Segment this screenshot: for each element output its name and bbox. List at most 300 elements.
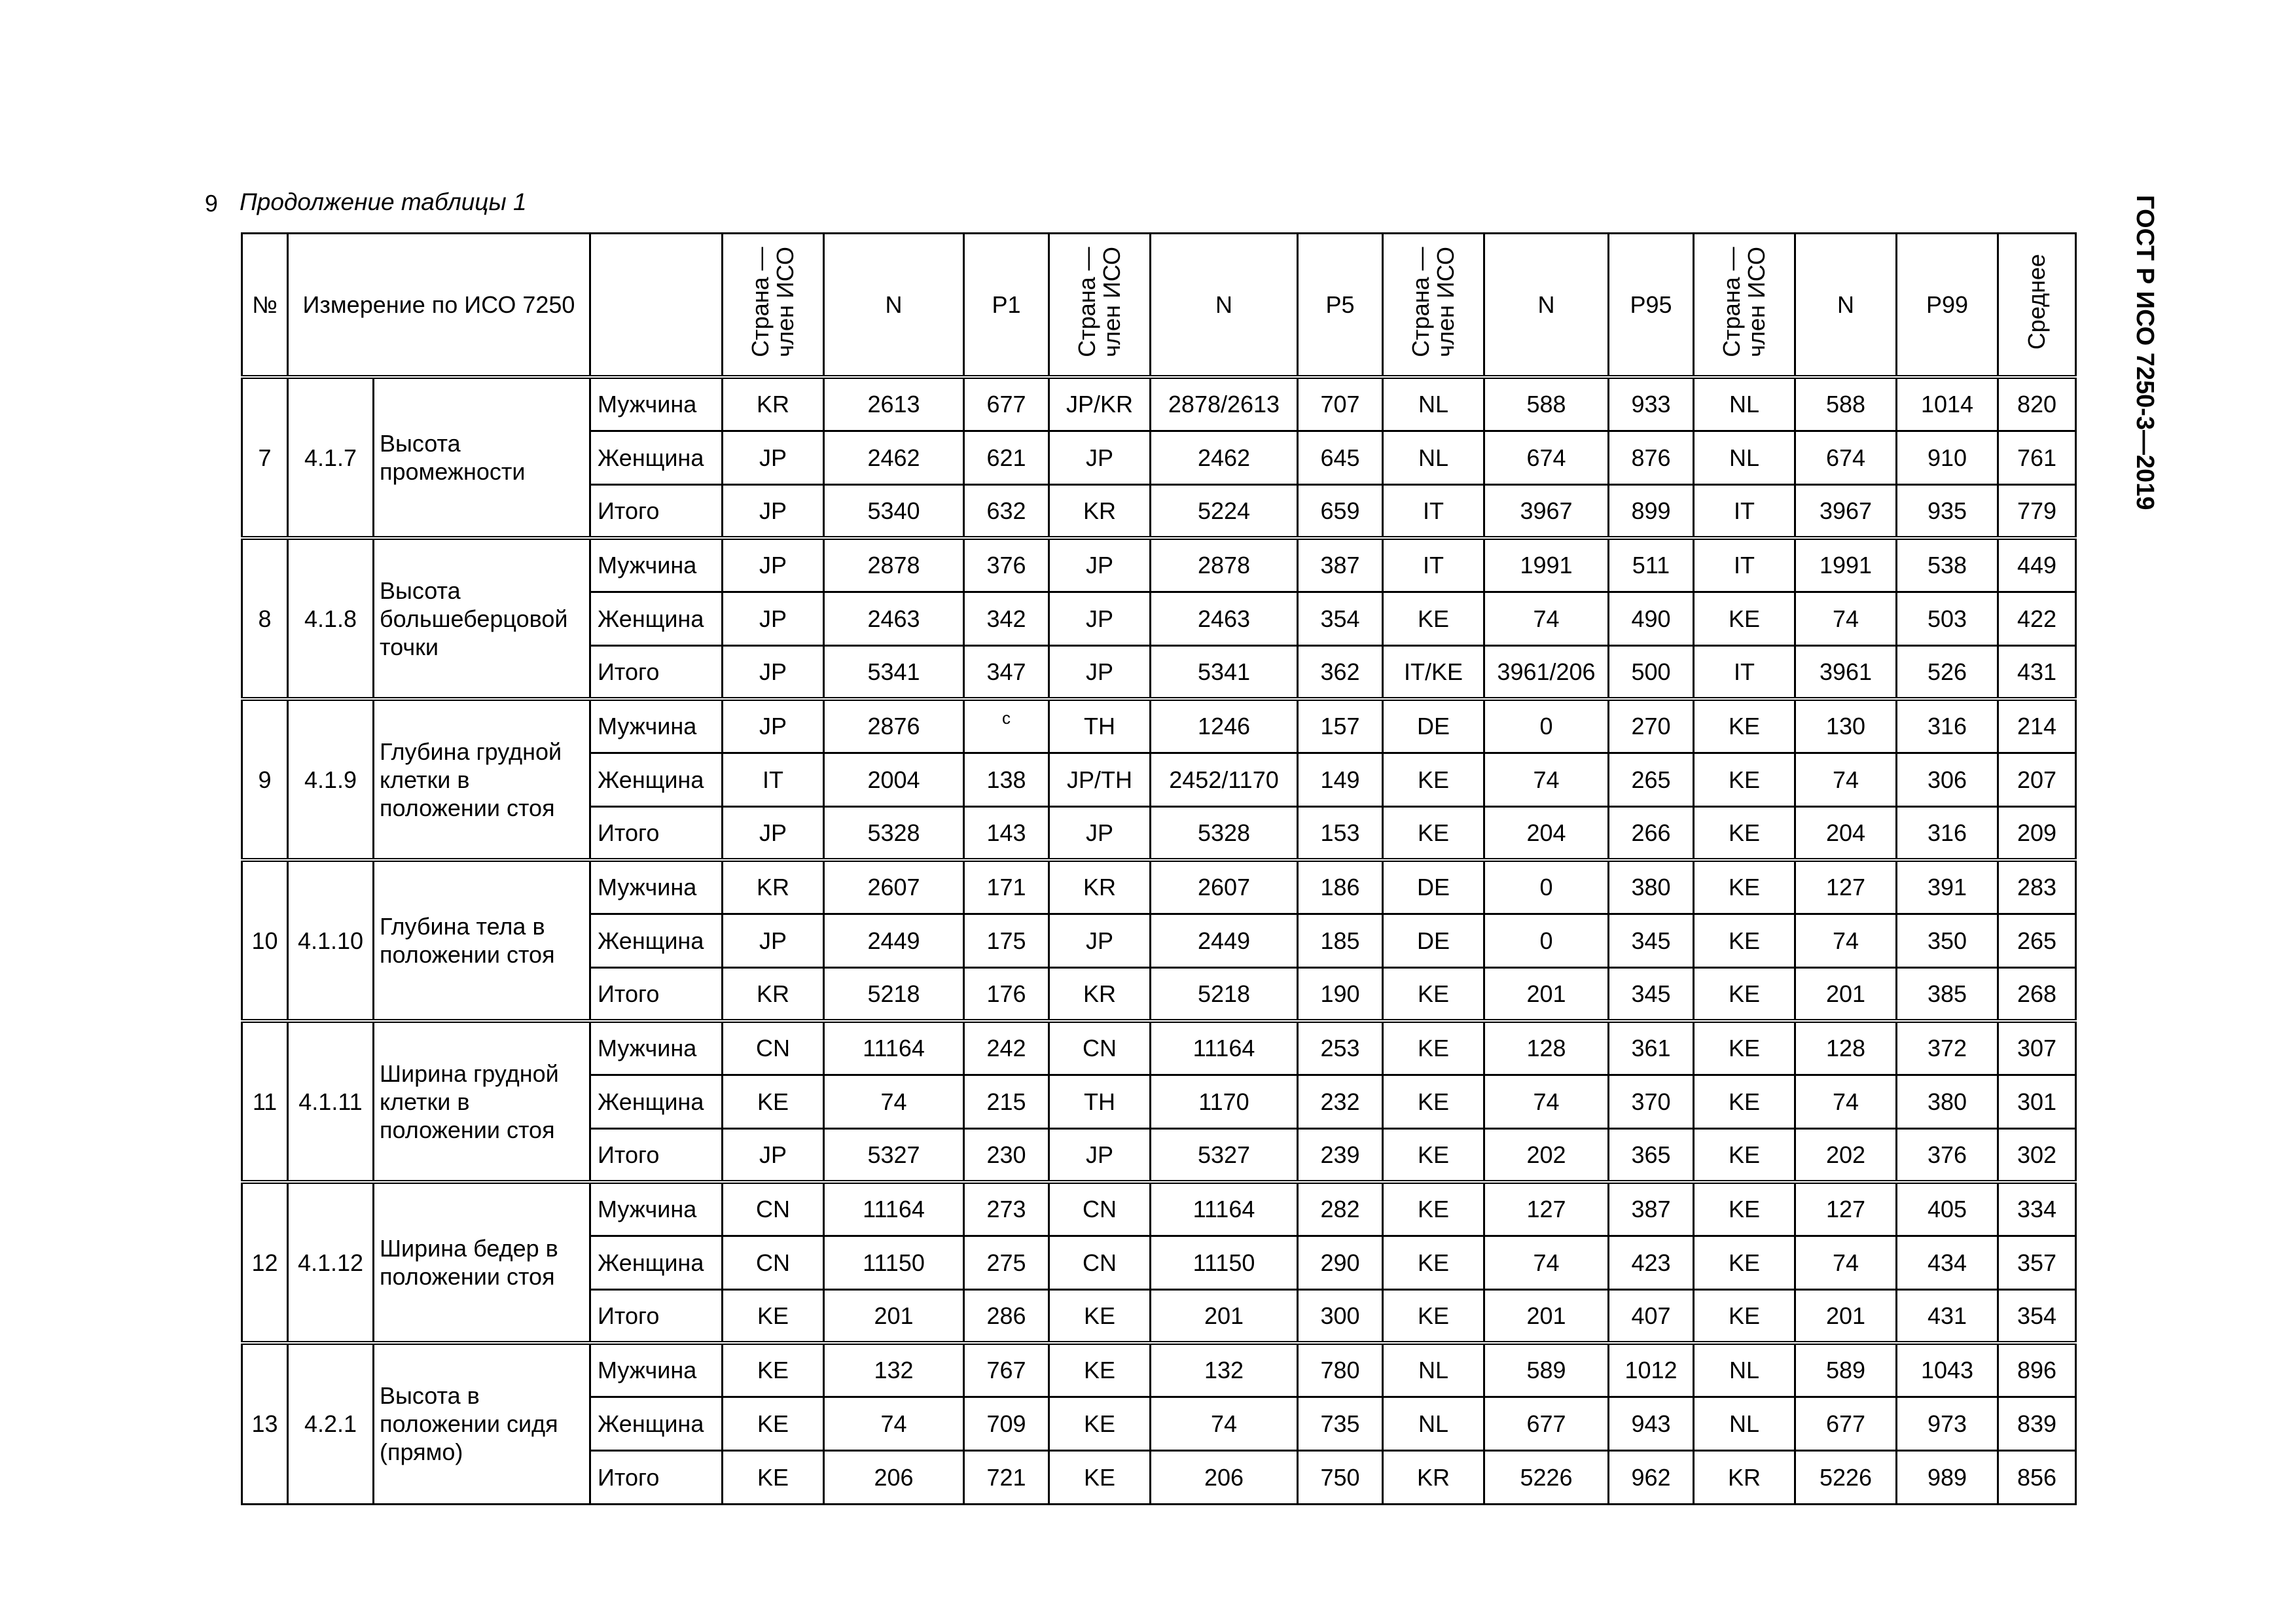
sex-cell: Итого	[590, 484, 723, 538]
p95-cell: 423	[1609, 1236, 1694, 1289]
n-p5-cell: 5224	[1151, 484, 1298, 538]
n-p5-cell: 5327	[1151, 1128, 1298, 1182]
country-p1-cell: CN	[723, 1182, 824, 1236]
country-p5-cell: KR	[1049, 860, 1151, 914]
country-p5-cell: KE	[1049, 1450, 1151, 1504]
n-p5-cell: 2607	[1151, 860, 1298, 914]
p95-cell: 1012	[1609, 1343, 1694, 1397]
sex-cell: Итого	[590, 967, 723, 1021]
p95-cell: 380	[1609, 860, 1694, 914]
n-p1-cell: 2878	[824, 538, 964, 592]
n-p99-cell: 74	[1795, 914, 1897, 967]
p95-cell: 365	[1609, 1128, 1694, 1182]
country-p5-cell: JP/TH	[1049, 753, 1151, 806]
p99-cell: 973	[1897, 1397, 1998, 1450]
n-p99-cell: 130	[1795, 699, 1897, 753]
p99-cell: 391	[1897, 860, 1998, 914]
header-mean	[1998, 234, 2076, 378]
n-p99-cell: 5226	[1795, 1450, 1897, 1504]
sex-cell: Итого	[590, 1450, 723, 1504]
n-p99-cell: 127	[1795, 860, 1897, 914]
sex-cell: Мужчина	[590, 377, 723, 431]
p5-cell: 354	[1298, 592, 1383, 645]
country-p95-cell: KE	[1383, 1021, 1484, 1075]
p99-cell: 526	[1897, 645, 1998, 699]
country-p5-cell: JP	[1049, 431, 1151, 484]
n-p95-cell: 3961/206	[1484, 645, 1609, 699]
n-p95-cell: 5226	[1484, 1450, 1609, 1504]
country-p99-cell: NL	[1694, 1397, 1795, 1450]
n-p5-cell: 11164	[1151, 1021, 1298, 1075]
p5-cell: 290	[1298, 1236, 1383, 1289]
country-p1-cell: CN	[723, 1236, 824, 1289]
mean-cell: 207	[1998, 753, 2076, 806]
country-p1-cell: KE	[723, 1397, 824, 1450]
n-p5-cell: 206	[1151, 1450, 1298, 1504]
p99-cell: 935	[1897, 484, 1998, 538]
p95-cell: 500	[1609, 645, 1694, 699]
country-p99-cell: KE	[1694, 753, 1795, 806]
p1-cell: 275	[964, 1236, 1049, 1289]
n-p99-cell: 3961	[1795, 645, 1897, 699]
p95-cell: 387	[1609, 1182, 1694, 1236]
sex-cell: Женщина	[590, 1397, 723, 1450]
p5-cell: 659	[1298, 484, 1383, 538]
p1-cell: 347	[964, 645, 1049, 699]
p99-cell: 431	[1897, 1289, 1998, 1343]
n-p1-cell: 11164	[824, 1182, 964, 1236]
measure-name: Ширина грудной клетки в положении стоя	[374, 1021, 590, 1182]
p5-cell: 387	[1298, 538, 1383, 592]
p1-cell: 767	[964, 1343, 1049, 1397]
p1-cell: 143	[964, 806, 1049, 860]
country-p95-cell: IT	[1383, 538, 1484, 592]
n-p95-cell: 128	[1484, 1021, 1609, 1075]
p95-cell: 943	[1609, 1397, 1694, 1450]
n-p95-cell: 0	[1484, 914, 1609, 967]
measure-code: 4.1.9	[288, 699, 374, 860]
n-p1-cell: 74	[824, 1397, 964, 1450]
p1-cell: 721	[964, 1450, 1049, 1504]
mean-cell: 820	[1998, 377, 2076, 431]
country-p1-cell: JP	[723, 431, 824, 484]
p95-cell: 345	[1609, 967, 1694, 1021]
country-p95-cell: IT/KE	[1383, 645, 1484, 699]
n-p1-cell: 2613	[824, 377, 964, 431]
p95-cell: 899	[1609, 484, 1694, 538]
table-row	[242, 699, 2076, 753]
n-p5-cell: 5328	[1151, 806, 1298, 860]
table-body	[242, 377, 2076, 1504]
n-p1-cell: 11150	[824, 1236, 964, 1289]
country-p5-cell: CN	[1049, 1021, 1151, 1075]
n-p95-cell: 201	[1484, 967, 1609, 1021]
n-p1-cell: 5341	[824, 645, 964, 699]
header-p5: P5	[1298, 234, 1383, 378]
n-p99-cell: 588	[1795, 377, 1897, 431]
n-p99-cell: 674	[1795, 431, 1897, 484]
n-p95-cell: 1991	[1484, 538, 1609, 592]
p99-cell: 372	[1897, 1021, 1998, 1075]
mean-cell: 896	[1998, 1343, 2076, 1397]
p1-cell: 176	[964, 967, 1049, 1021]
p5-cell: 153	[1298, 806, 1383, 860]
n-p1-cell: 5327	[824, 1128, 964, 1182]
n-p5-cell: 201	[1151, 1289, 1298, 1343]
n-p95-cell: 202	[1484, 1128, 1609, 1182]
n-p99-cell: 201	[1795, 1289, 1897, 1343]
measure-name: Высота в положении сидя (прямо)	[374, 1343, 590, 1504]
p5-cell: 362	[1298, 645, 1383, 699]
p1-cell: 230	[964, 1128, 1049, 1182]
measure-code: 4.1.12	[288, 1182, 374, 1343]
n-p5-cell: 74	[1151, 1397, 1298, 1450]
n-p5-cell: 2449	[1151, 914, 1298, 967]
country-p1-cell: CN	[723, 1021, 824, 1075]
n-p95-cell: 0	[1484, 699, 1609, 753]
country-p5-cell: TH	[1049, 699, 1151, 753]
p5-cell: 282	[1298, 1182, 1383, 1236]
header-p95: P95	[1609, 234, 1694, 378]
n-p1-cell: 11164	[824, 1021, 964, 1075]
p5-cell: 232	[1298, 1075, 1383, 1128]
n-p1-cell: 5218	[824, 967, 964, 1021]
n-p99-cell: 74	[1795, 1075, 1897, 1128]
country-p95-cell: NL	[1383, 1343, 1484, 1397]
p95-cell: 876	[1609, 431, 1694, 484]
country-p99-cell: KE	[1694, 1236, 1795, 1289]
p99-cell: 503	[1897, 592, 1998, 645]
p95-cell: 265	[1609, 753, 1694, 806]
n-p5-cell: 1246	[1151, 699, 1298, 753]
p99-cell: 380	[1897, 1075, 1998, 1128]
n-p99-cell: 74	[1795, 753, 1897, 806]
country-p5-cell: KE	[1049, 1343, 1151, 1397]
p99-cell: 306	[1897, 753, 1998, 806]
p95-cell: 266	[1609, 806, 1694, 860]
mean-cell: 449	[1998, 538, 2076, 592]
country-p95-cell: NL	[1383, 431, 1484, 484]
p1-cell: 273	[964, 1182, 1049, 1236]
n-p95-cell: 3967	[1484, 484, 1609, 538]
country-p95-cell: KE	[1383, 806, 1484, 860]
country-p5-cell: JP	[1049, 806, 1151, 860]
mean-cell: 761	[1998, 431, 2076, 484]
n-p95-cell: 74	[1484, 753, 1609, 806]
measure-name: Высота большеберцовой точки	[374, 538, 590, 699]
country-p99-cell: KE	[1694, 1182, 1795, 1236]
p99-cell: 316	[1897, 806, 1998, 860]
country-p1-cell: JP	[723, 484, 824, 538]
country-p5-cell: KE	[1049, 1397, 1151, 1450]
table-row	[242, 860, 2076, 914]
n-p95-cell: 201	[1484, 1289, 1609, 1343]
sex-cell: Мужчина	[590, 1021, 723, 1075]
p99-cell: 538	[1897, 538, 1998, 592]
mean-cell: 354	[1998, 1289, 2076, 1343]
n-p5-cell: 1170	[1151, 1075, 1298, 1128]
country-p99-cell: NL	[1694, 377, 1795, 431]
sex-cell: Итого	[590, 645, 723, 699]
country-p99-cell: KE	[1694, 914, 1795, 967]
n-p99-cell: 589	[1795, 1343, 1897, 1397]
n-p95-cell: 674	[1484, 431, 1609, 484]
sex-cell: Мужчина	[590, 699, 723, 753]
p1-cell: 376	[964, 538, 1049, 592]
mean-cell: 302	[1998, 1128, 2076, 1182]
p1-cell: 621	[964, 431, 1049, 484]
sex-cell: Женщина	[590, 1075, 723, 1128]
p5-cell: 239	[1298, 1128, 1383, 1182]
country-p5-cell: JP	[1049, 592, 1151, 645]
country-p1-cell: JP	[723, 806, 824, 860]
mean-cell: 268	[1998, 967, 2076, 1021]
n-p99-cell: 128	[1795, 1021, 1897, 1075]
p1-cell: 286	[964, 1289, 1049, 1343]
n-p99-cell: 201	[1795, 967, 1897, 1021]
n-p1-cell: 132	[824, 1343, 964, 1397]
country-p1-cell: KE	[723, 1343, 824, 1397]
country-p95-cell: DE	[1383, 860, 1484, 914]
sex-cell: Мужчина	[590, 538, 723, 592]
p5-cell: 186	[1298, 860, 1383, 914]
country-p1-cell: KR	[723, 860, 824, 914]
n-p95-cell: 204	[1484, 806, 1609, 860]
p99-cell: 1043	[1897, 1343, 1998, 1397]
n-p95-cell: 74	[1484, 1236, 1609, 1289]
country-p5-cell: KR	[1049, 484, 1151, 538]
n-p5-cell: 2452/1170	[1151, 753, 1298, 806]
p95-cell: 490	[1609, 592, 1694, 645]
measure-code: 4.1.11	[288, 1021, 374, 1182]
measure-number: 13	[242, 1343, 288, 1504]
n-p5-cell: 2878	[1151, 538, 1298, 592]
mean-cell: 431	[1998, 645, 2076, 699]
sex-cell: Итого	[590, 1128, 723, 1182]
n-p95-cell: 127	[1484, 1182, 1609, 1236]
n-p1-cell: 2463	[824, 592, 964, 645]
p95-cell: 962	[1609, 1450, 1694, 1504]
measure-code: 4.1.8	[288, 538, 374, 699]
country-p95-cell: KE	[1383, 1182, 1484, 1236]
country-p99-cell: KE	[1694, 1021, 1795, 1075]
country-p95-cell: KE	[1383, 1236, 1484, 1289]
n-p5-cell: 11150	[1151, 1236, 1298, 1289]
p5-cell: 645	[1298, 431, 1383, 484]
country-p1-cell: JP	[723, 1128, 824, 1182]
country-p99-cell: NL	[1694, 1343, 1795, 1397]
country-p1-cell: JP	[723, 914, 824, 967]
mean-cell: 214	[1998, 699, 2076, 753]
p1-cell: 138	[964, 753, 1049, 806]
p95-cell: 407	[1609, 1289, 1694, 1343]
country-p1-cell: IT	[723, 753, 824, 806]
p99-cell: 434	[1897, 1236, 1998, 1289]
header-n-p95: N	[1484, 234, 1609, 378]
n-p5-cell: 132	[1151, 1343, 1298, 1397]
p99-cell: 910	[1897, 431, 1998, 484]
sex-cell: Итого	[590, 1289, 723, 1343]
p1-cell: 175	[964, 914, 1049, 967]
p99-cell: 316	[1897, 699, 1998, 753]
header-measurement: Измерение по ИСО 7250	[288, 234, 590, 378]
mean-cell: 357	[1998, 1236, 2076, 1289]
p95-cell: 361	[1609, 1021, 1694, 1075]
country-p99-cell: KE	[1694, 1289, 1795, 1343]
n-p1-cell: 2876	[824, 699, 964, 753]
n-p95-cell: 588	[1484, 377, 1609, 431]
p1-cell: 171	[964, 860, 1049, 914]
document-designation: ГОСТ Р ИСО 7250-3—2019	[2131, 195, 2159, 510]
p5-cell: 149	[1298, 753, 1383, 806]
country-p5-cell: TH	[1049, 1075, 1151, 1128]
mean-cell: 209	[1998, 806, 2076, 860]
p5-cell: 735	[1298, 1397, 1383, 1450]
header-country-p99	[1694, 234, 1795, 378]
measure-name: Глубина грудной клетки в положении стоя	[374, 699, 590, 860]
measure-code: 4.1.7	[288, 377, 374, 538]
n-p1-cell: 5328	[824, 806, 964, 860]
measure-number: 10	[242, 860, 288, 1021]
country-p1-cell: JP	[723, 645, 824, 699]
country-p5-cell: KR	[1049, 967, 1151, 1021]
measure-name: Глубина тела в положении стоя	[374, 860, 590, 1021]
country-p1-cell: KR	[723, 967, 824, 1021]
country-p99-cell: KE	[1694, 1075, 1795, 1128]
n-p99-cell: 204	[1795, 806, 1897, 860]
header-p99: P99	[1897, 234, 1998, 378]
p1-cell: 242	[964, 1021, 1049, 1075]
sex-cell: Мужчина	[590, 1343, 723, 1397]
country-p1-cell: KE	[723, 1075, 824, 1128]
country-p99-cell: IT	[1694, 538, 1795, 592]
p5-cell: 157	[1298, 699, 1383, 753]
n-p99-cell: 127	[1795, 1182, 1897, 1236]
n-p95-cell: 0	[1484, 860, 1609, 914]
p1-cell: 709	[964, 1397, 1049, 1450]
country-p99-cell: KE	[1694, 967, 1795, 1021]
table-row	[242, 1021, 2076, 1075]
country-p1-cell: JP	[723, 699, 824, 753]
anthropometric-table	[241, 232, 2077, 1505]
country-p95-cell: DE	[1383, 699, 1484, 753]
mean-cell: 307	[1998, 1021, 2076, 1075]
table-row	[242, 538, 2076, 592]
header-country-p5-label: Страна — член ИСО	[1073, 246, 1125, 357]
n-p99-cell: 74	[1795, 1236, 1897, 1289]
n-p5-cell: 5341	[1151, 645, 1298, 699]
country-p5-cell: JP	[1049, 538, 1151, 592]
country-p1-cell: JP	[723, 592, 824, 645]
n-p5-cell: 2462	[1151, 431, 1298, 484]
header-country-p1-label: Страна — член ИСО	[747, 246, 798, 357]
p5-cell: 780	[1298, 1343, 1383, 1397]
n-p99-cell: 74	[1795, 592, 1897, 645]
n-p5-cell: 2463	[1151, 592, 1298, 645]
country-p99-cell: KE	[1694, 1128, 1795, 1182]
country-p5-cell: CN	[1049, 1182, 1151, 1236]
measure-code: 4.2.1	[288, 1343, 374, 1504]
country-p95-cell: KE	[1383, 753, 1484, 806]
country-p99-cell: KE	[1694, 806, 1795, 860]
country-p95-cell: NL	[1383, 377, 1484, 431]
country-p99-cell: KR	[1694, 1450, 1795, 1504]
n-p5-cell: 2878/2613	[1151, 377, 1298, 431]
n-p95-cell: 74	[1484, 1075, 1609, 1128]
measure-number: 7	[242, 377, 288, 538]
sex-cell: Мужчина	[590, 1182, 723, 1236]
n-p1-cell: 2462	[824, 431, 964, 484]
sex-cell: Итого	[590, 806, 723, 860]
p95-cell: 511	[1609, 538, 1694, 592]
mean-cell: 283	[1998, 860, 2076, 914]
table-row	[242, 1343, 2076, 1397]
sex-cell: Женщина	[590, 753, 723, 806]
country-p1-cell: KR	[723, 377, 824, 431]
country-p95-cell: KE	[1383, 1128, 1484, 1182]
table-caption: Продолжение таблицы 1	[240, 188, 527, 215]
country-p5-cell: KE	[1049, 1289, 1151, 1343]
mean-cell: 779	[1998, 484, 2076, 538]
p5-cell: 750	[1298, 1450, 1383, 1504]
header-sex	[590, 234, 723, 378]
sex-cell: Женщина	[590, 431, 723, 484]
country-p99-cell: IT	[1694, 484, 1795, 538]
n-p95-cell: 677	[1484, 1397, 1609, 1450]
sex-cell: Женщина	[590, 914, 723, 967]
sex-cell: Женщина	[590, 592, 723, 645]
p99-cell: 385	[1897, 967, 1998, 1021]
p1-cell: 215	[964, 1075, 1049, 1128]
header-country-p5	[1049, 234, 1151, 378]
sex-cell: Мужчина	[590, 860, 723, 914]
country-p99-cell: IT	[1694, 645, 1795, 699]
p5-cell: 253	[1298, 1021, 1383, 1075]
header-country-p99-label: Страна — член ИСО	[1718, 246, 1770, 357]
country-p95-cell: KE	[1383, 967, 1484, 1021]
sex-cell: Женщина	[590, 1236, 723, 1289]
country-p95-cell: DE	[1383, 914, 1484, 967]
country-p95-cell: IT	[1383, 484, 1484, 538]
p99-cell: 405	[1897, 1182, 1998, 1236]
header-p1: P1	[964, 234, 1049, 378]
header-row	[242, 234, 2076, 378]
p1-cell: 342	[964, 592, 1049, 645]
header-country-p1	[723, 234, 824, 378]
n-p99-cell: 1991	[1795, 538, 1897, 592]
table-row	[242, 1182, 2076, 1236]
country-p5-cell: JP/KR	[1049, 377, 1151, 431]
table-row	[242, 377, 2076, 431]
p95-cell: 270	[1609, 699, 1694, 753]
n-p95-cell: 589	[1484, 1343, 1609, 1397]
n-p99-cell: 3967	[1795, 484, 1897, 538]
country-p1-cell: KE	[723, 1289, 824, 1343]
country-p5-cell: JP	[1049, 1128, 1151, 1182]
table-header	[242, 234, 2076, 378]
mean-cell: 856	[1998, 1450, 2076, 1504]
n-p1-cell: 206	[824, 1450, 964, 1504]
n-p1-cell: 2004	[824, 753, 964, 806]
p5-cell: 707	[1298, 377, 1383, 431]
p1-cell: 632	[964, 484, 1049, 538]
country-p95-cell: KE	[1383, 1289, 1484, 1343]
p95-cell: 933	[1609, 377, 1694, 431]
n-p1-cell: 2449	[824, 914, 964, 967]
n-p5-cell: 11164	[1151, 1182, 1298, 1236]
country-p1-cell: JP	[723, 538, 824, 592]
mean-cell: 839	[1998, 1397, 2076, 1450]
